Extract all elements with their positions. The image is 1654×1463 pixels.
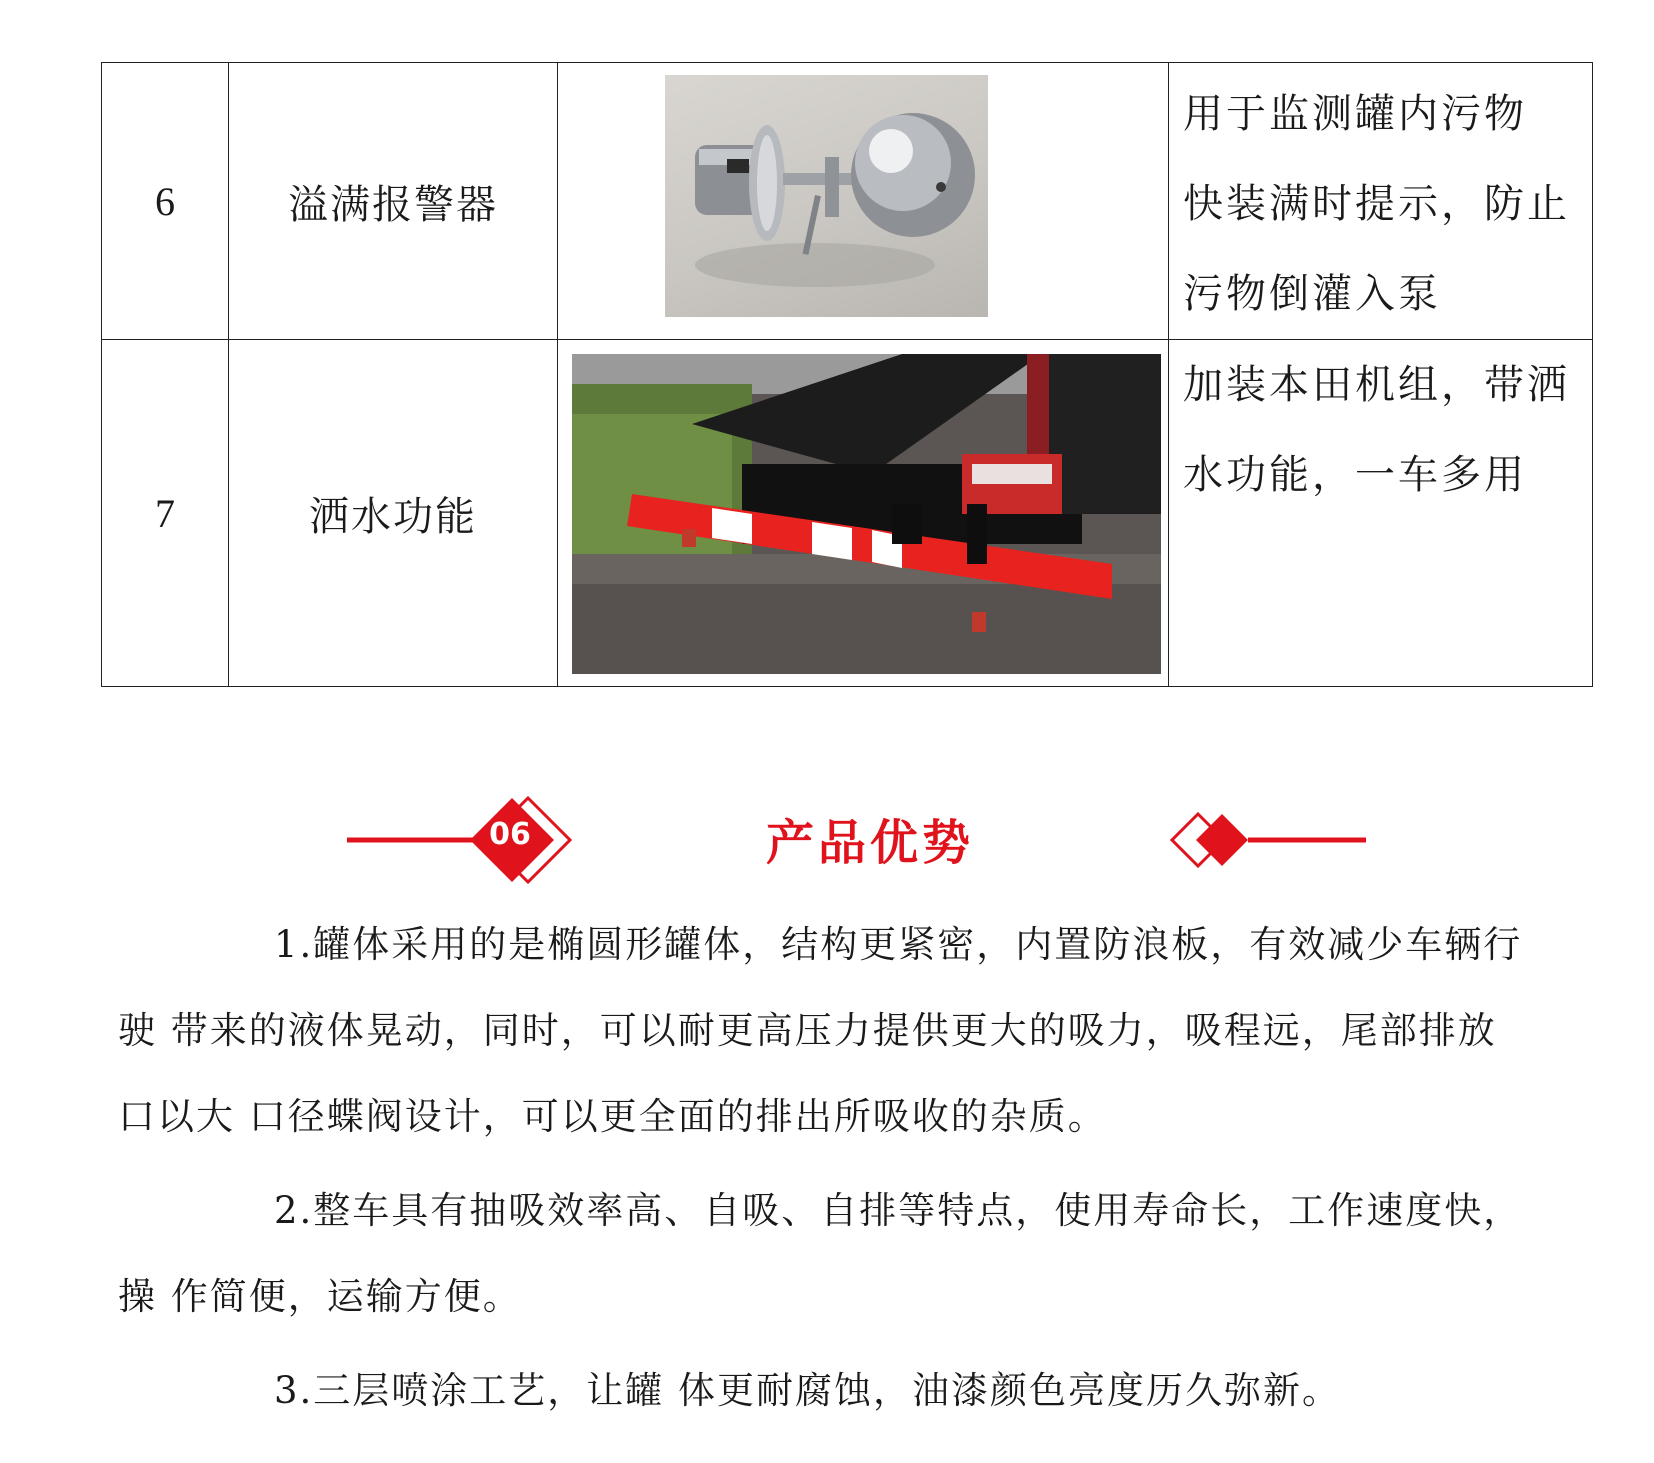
image-cell	[558, 63, 1169, 340]
table-row	[102, 63, 1593, 340]
section-header	[0, 790, 1654, 890]
advantage-paragraph	[118, 1348, 1538, 1434]
truck-rear-sprinkler-photo	[572, 354, 1161, 674]
item-description	[1169, 63, 1593, 340]
paragraph-line: 驶 带来的液体晃动，同时，可以耐更高压力提供更大的吸力，吸程远，尾部排放	[118, 1009, 1497, 1052]
description-line: 快装满时提示，防止	[1183, 181, 1570, 227]
paragraph-line: 1.罐体采用的是椭圆形罐体，结构更紧密，内置防浪板，有效减少车辆行	[118, 923, 1523, 966]
float-level-alarm-photo	[665, 75, 988, 317]
description-line: 水功能，一车多用	[1183, 452, 1527, 498]
description-line: 用于监测罐内污物	[1183, 91, 1527, 137]
image-cell	[558, 340, 1169, 687]
table-row	[102, 340, 1593, 687]
item-description	[1169, 340, 1593, 687]
paragraph-line: 3.三层喷涂工艺，让罐 体更耐腐蚀，油漆颜色亮度历久弥新。	[118, 1369, 1342, 1412]
item-name: 洒水功能	[229, 340, 558, 687]
advantage-paragraph	[118, 1168, 1538, 1340]
description-line: 污物倒灌入泵	[1183, 271, 1441, 317]
paragraph-line: 操 作简便，运输方便。	[118, 1275, 522, 1318]
paragraph-line: 口以大 口径蝶阀设计，可以更全面的排出所吸收的杂质。	[118, 1095, 1107, 1138]
spec-table	[101, 62, 1593, 687]
item-name: 溢满报警器	[229, 63, 558, 340]
section-title: 产品优势	[765, 815, 974, 871]
paragraph-line: 2.整车具有抽吸效率高、自吸、自排等特点，使用寿命长，工作速度快，	[118, 1189, 1523, 1232]
row-number: 6	[102, 63, 229, 340]
row-number: 7	[102, 340, 229, 687]
advantage-paragraph	[118, 902, 1538, 1160]
section-number: 06	[489, 817, 531, 852]
description-line: 加装本田机组，带洒	[1183, 362, 1570, 408]
